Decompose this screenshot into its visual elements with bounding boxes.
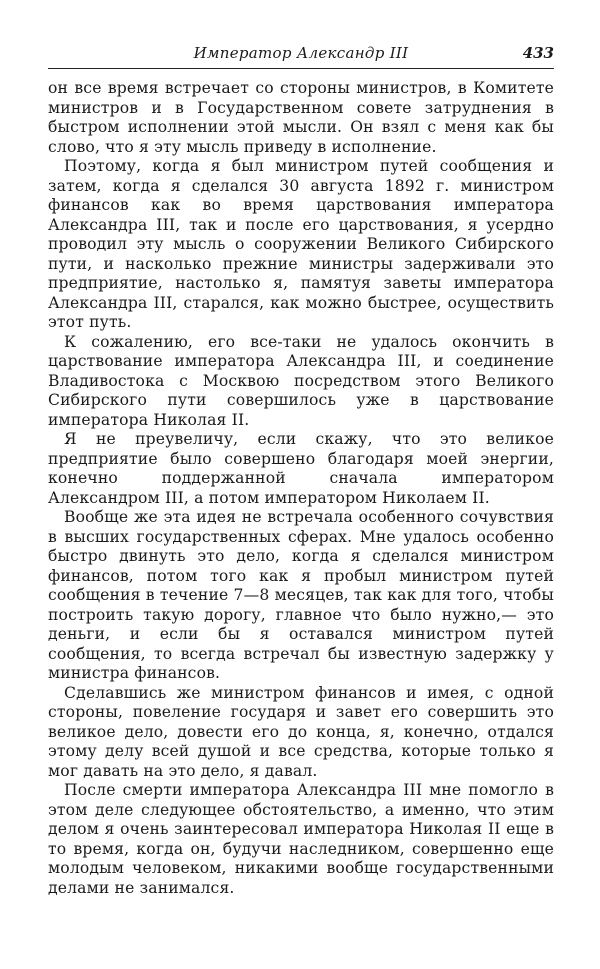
running-header: [48, 40, 554, 69]
paragraph: Вообще же эта идея не встречала особенного сочувствия в высших государственных сферах. Мне удалось особенно быстро двинуть это дело, когда я сделался министром финансов, потом того как я пробыл министром путей сообщения в течение 7—8 месяцев, так как для того, чтобы построить такую дорогу, главное что было нужно,— это деньги, и если бы я оставался министром путей сообщения, то всегда встречал бы известную задержку у министра финансов.: [48, 508, 554, 682]
book-page: [48, 40, 554, 898]
running-title: Император Александр III: [193, 44, 409, 62]
paragraph: Я не преувеличу, если скажу, что это великое предприятие было совершено благодаря моей энергии, конечно поддержанной сначала императором Александром III, а потом императором Николаем II.: [48, 430, 554, 507]
paragraph: Сделавшись же министром финансов и имея, с одной стороны, повеление государя и завет его совершить это великое дело, довести его до конца, я, конечно, отдался этому делу всей душой и все средства, которые только я мог давать на это дело, я давал.: [48, 683, 554, 780]
paragraph: он все время встречает со стороны министров, в Комитете министров и в Государственном совете затруднения в быстром исполнении этой мысли. Он взял с меня как бы слово, что я эту мысль приведу в исполнение.: [48, 79, 554, 156]
paragraph: К сожалению, его все-таки не удалось окончить в царствование императора Александра III, и соединение Владивостока с Москвою посредством этого Великого Сибирского пути совершилось уже в царствование императора Николая II.: [48, 332, 554, 429]
page-number: 433: [522, 44, 554, 62]
paragraph: После смерти императора Александра III мне помогло в этом деле следующее обстоятельство, а именно, что этим делом я очень заинтересовал императора Николая II еще в то время, когда он, будучи наследником, совершенно еще молодым человеком, никакими вообще государственными делами не занимался.: [48, 781, 554, 897]
paragraph: Поэтому, когда я был министром путей сообщения и затем, когда я сделался 30 августа 1892 г. министром финансов как во время царствования императора Александра III, так и после его царствования, я усердно проводил эту мысль о сооружении Великого Сибирского пути, и насколько прежние министры задерживали это предприятие, настолько я, памятуя заветы императора Александра III, старался, как можно быстрее, осуществить этот путь.: [48, 157, 554, 331]
body-text: [48, 79, 554, 898]
